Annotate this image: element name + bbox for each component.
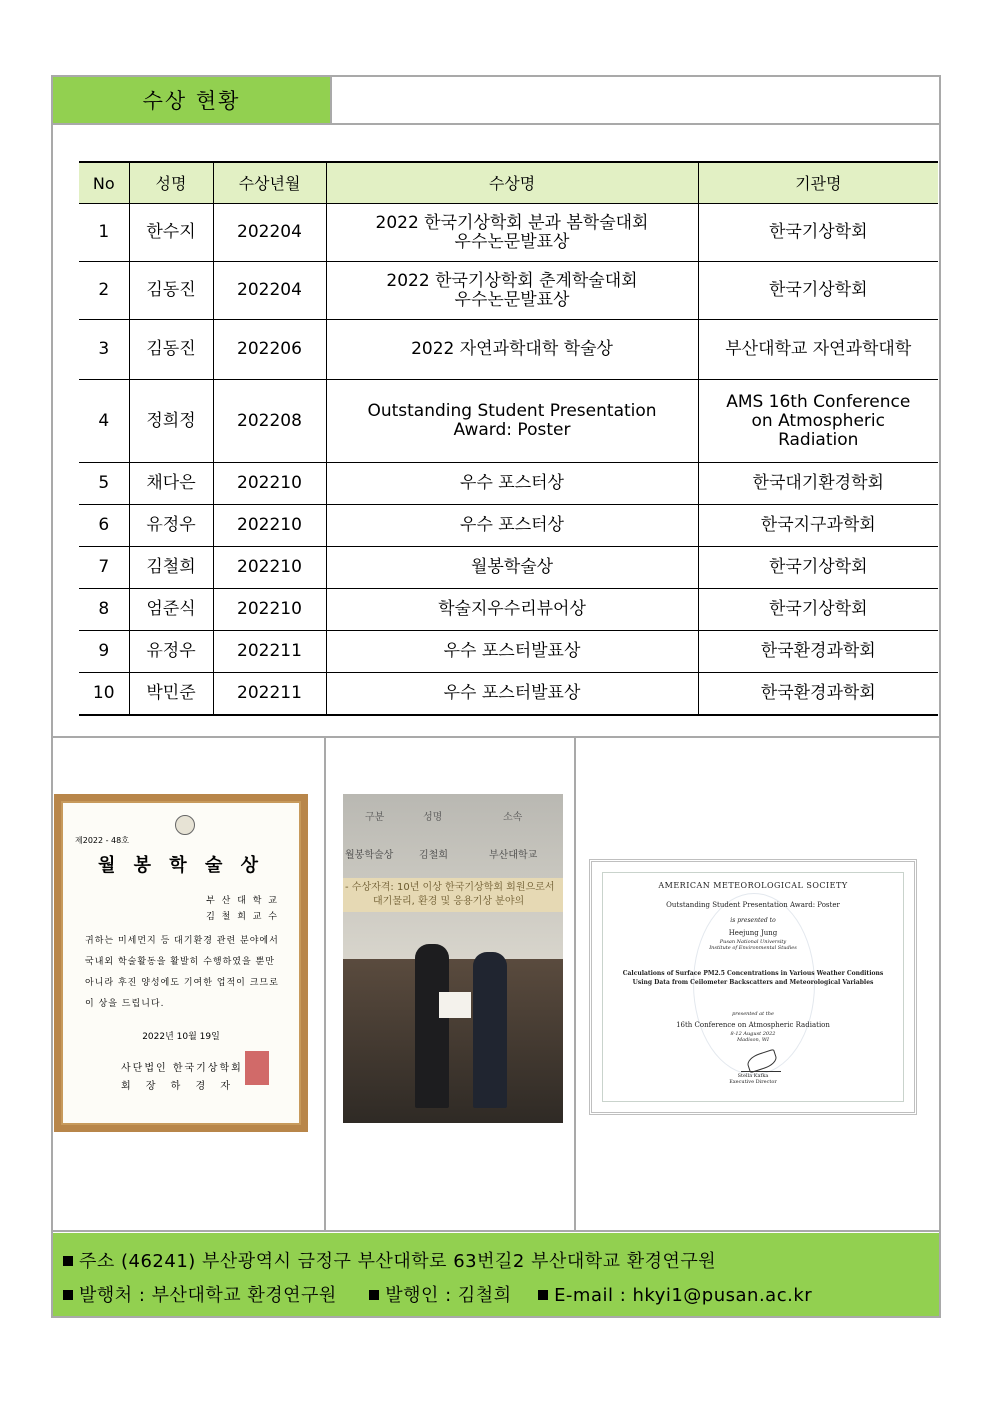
cell-date: 202210 — [213, 589, 326, 631]
cell-name: 유정우 — [129, 631, 213, 673]
table-row — [79, 262, 938, 320]
org-line1: 한국기상학회 — [768, 280, 868, 300]
screen-header-category: 구분 — [365, 812, 385, 823]
screen-band-line1: - 수상자격: 10년 이상 한국기상학회 회원으로서 — [345, 882, 555, 893]
org-line1: 한국기상학회 — [768, 222, 868, 242]
ams-dates: 8-12 August 2022 — [730, 1031, 776, 1037]
cell-award: 우수 포스터발표상 — [326, 631, 698, 673]
cell-org — [698, 380, 938, 463]
cell-award: 학술지우수리뷰어상 — [326, 589, 698, 631]
award-line1: 2022 한국기상학회 춘계학술대회 — [386, 270, 638, 291]
screen-band — [343, 878, 563, 912]
cell-name: 채다은 — [129, 463, 213, 505]
cell-award — [326, 320, 698, 380]
cell-name: 엄준식 — [129, 589, 213, 631]
table-header-row — [79, 162, 938, 204]
section-title-cell — [53, 77, 332, 123]
screen-header-name: 성명 — [423, 812, 443, 823]
cell-date: 202211 — [213, 673, 326, 715]
cell-date: 202206 — [213, 320, 326, 380]
cell-award — [326, 262, 698, 320]
ams-presented-to: is presented to — [730, 917, 776, 924]
ams-certificate-image — [589, 859, 917, 1115]
header-award: 수상명 — [326, 162, 698, 204]
cell-no: 5 — [79, 463, 129, 505]
footer-publisher-line — [63, 1281, 812, 1307]
org-line1: AMS 16th Conference — [726, 391, 911, 412]
certificate-body: 귀하는 미세먼지 등 대기환경 관련 분야에서 국내외 학술활동을 활발히 수행하였을 뿐만 아니라 후진 양성에도 기여한 업적이 크므로 이 상을 드립니다. — [85, 936, 279, 1009]
square-bullet-icon — [63, 1256, 73, 1266]
screen-cell-affil: 부산대학교 — [489, 850, 538, 861]
cell-date: 202211 — [213, 631, 326, 673]
cell-no: 4 — [79, 380, 129, 463]
cell-award — [326, 204, 698, 262]
footer-address-line — [63, 1247, 716, 1273]
photo-divider — [324, 736, 326, 1232]
certificate-issuer: 사단법인 한국기상학회 — [121, 1063, 243, 1074]
cell-award: 우수 포스터상 — [326, 463, 698, 505]
table-row — [79, 673, 938, 715]
signature-icon — [741, 1049, 781, 1072]
section-title: 수상 현황 — [142, 89, 241, 113]
korean-certificate-image — [54, 794, 308, 1132]
ams-conference: 16th Conference on Atmospheric Radiation — [676, 1021, 830, 1029]
header-date: 수상년월 — [213, 162, 326, 204]
cell-date: 202210 — [213, 547, 326, 589]
cell-date: 202210 — [213, 463, 326, 505]
org-line1: 부산대학교 자연과학대학 — [725, 339, 912, 359]
cell-award: 우수 포스터상 — [326, 505, 698, 547]
org-line2: on Atmospheric — [751, 410, 885, 431]
cell-no: 3 — [79, 320, 129, 380]
presentation-screen — [343, 794, 563, 959]
cell-award: 우수 포스터발표상 — [326, 673, 698, 715]
square-bullet-icon — [538, 1290, 548, 1300]
ceremony-photo — [343, 794, 563, 1123]
cell-no: 9 — [79, 631, 129, 673]
awards-table — [79, 161, 938, 716]
ams-recipient: Heejung Jung — [728, 929, 778, 937]
ams-affiliation1: Pusan National University — [719, 939, 787, 945]
cell-org: 한국기상학회 — [698, 589, 938, 631]
ams-society: AMERICAN METEOROLOGICAL SOCIETY — [658, 881, 848, 890]
cell-org: 한국기상학회 — [698, 547, 938, 589]
cell-org: 한국환경과학회 — [698, 673, 938, 715]
award-plaque — [439, 992, 471, 1018]
ams-certificate-inner — [602, 872, 904, 1102]
cell-date: 202204 — [213, 204, 326, 262]
cell-no: 6 — [79, 505, 129, 547]
cell-org: 한국지구과학회 — [698, 505, 938, 547]
certificate-date: 2022년 10월 19일 — [142, 1032, 220, 1042]
header-org: 기관명 — [698, 162, 938, 204]
cell-no: 2 — [79, 262, 129, 320]
certificate-president: 회 장 하 경 자 — [121, 1081, 237, 1092]
footer — [53, 1233, 939, 1316]
stage — [343, 959, 563, 1123]
table-row — [79, 204, 938, 262]
square-bullet-icon — [63, 1290, 73, 1300]
cell-no: 7 — [79, 547, 129, 589]
screen-header-affil: 소속 — [503, 812, 523, 823]
award-line2: Award: Poster — [453, 420, 571, 440]
cell-date: 202204 — [213, 262, 326, 320]
certificate-number: 제2022 - 48호 — [75, 836, 129, 845]
cell-org — [698, 320, 938, 380]
certificate-inner — [61, 801, 301, 1125]
award-line2: 우수논문발표상 — [454, 231, 570, 252]
certificate-org: 부 산 대 학 교 — [206, 896, 279, 906]
cell-name: 정희정 — [129, 380, 213, 463]
footer-publisher: 발행처 : 부산대학교 환경연구원 — [79, 1285, 337, 1306]
cell-award: 월봉학술상 — [326, 547, 698, 589]
cell-org — [698, 204, 938, 262]
society-emblem-icon — [175, 815, 195, 835]
cell-no: 10 — [79, 673, 129, 715]
cell-org — [698, 262, 938, 320]
ams-presented-at: presented at the — [732, 1011, 774, 1017]
section-title-bar — [51, 75, 941, 125]
cell-org: 한국대기환경학회 — [698, 463, 938, 505]
cell-award — [326, 380, 698, 463]
cell-name: 유정우 — [129, 505, 213, 547]
certificate-recipient: 김 철 희 교 수 — [206, 912, 279, 922]
cell-name: 박민준 — [129, 673, 213, 715]
award-line2: 우수논문발표상 — [454, 289, 570, 310]
screen-cell-name: 김철희 — [419, 850, 448, 861]
table-row — [79, 589, 938, 631]
table-row — [79, 320, 938, 380]
table-row — [79, 463, 938, 505]
cell-no: 8 — [79, 589, 129, 631]
award-line1: 2022 한국기상학회 분과 봄학술대회 — [375, 212, 649, 233]
table-row — [79, 380, 938, 463]
cell-date: 202210 — [213, 505, 326, 547]
header-no: No — [79, 162, 129, 204]
cell-name: 김동진 — [129, 320, 213, 380]
screen-band-line2: 대기물리, 환경 및 응용기상 분야의 — [373, 896, 525, 907]
seal-stamp-icon — [245, 1051, 269, 1085]
cell-no: 1 — [79, 204, 129, 262]
person-figure — [415, 944, 449, 1108]
footer-email[interactable]: E-mail : hkyi1@pusan.ac.kr — [554, 1285, 813, 1306]
award-line1: 2022 자연과학대학 학술상 — [411, 339, 613, 359]
award-line1: Outstanding Student Presentation — [367, 401, 657, 421]
table-row — [79, 505, 938, 547]
cell-name: 김동진 — [129, 262, 213, 320]
table-row — [79, 631, 938, 673]
cell-name: 한수지 — [129, 204, 213, 262]
square-bullet-icon — [369, 1290, 379, 1300]
photo-divider — [574, 736, 576, 1232]
ams-place: Madison, WI — [737, 1037, 769, 1043]
header-name: 성명 — [129, 162, 213, 204]
ams-award: Outstanding Student Presentation Award: Poster — [666, 901, 840, 909]
screen-cell-category: 월봉학술상 — [345, 850, 394, 861]
ams-signer: Stella Kafka — [737, 1073, 769, 1079]
footer-issuer: 발행인 : 김철희 — [385, 1285, 512, 1306]
ams-signer-title: Executive Director — [729, 1079, 777, 1085]
org-line3: Radiation — [778, 429, 859, 450]
certificate-title: 월 봉 학 술 상 — [97, 855, 264, 876]
cell-name: 김철희 — [129, 547, 213, 589]
footer-address: 주소 (46241) 부산광역시 금정구 부산대학로 63번길2 부산대학교 환경연구원 — [79, 1251, 717, 1272]
person-figure — [473, 952, 507, 1108]
cell-date: 202208 — [213, 380, 326, 463]
ams-paper-title: Calculations of Surface PM2.5 Concentrations in Various Weather Conditions Using Data from Ceilometer Backscatters and Meteorological Variables — [622, 970, 884, 986]
table-row — [79, 547, 938, 589]
ams-affiliation2: Institute of Environmental Studies — [709, 945, 797, 951]
cell-org: 한국환경과학회 — [698, 631, 938, 673]
